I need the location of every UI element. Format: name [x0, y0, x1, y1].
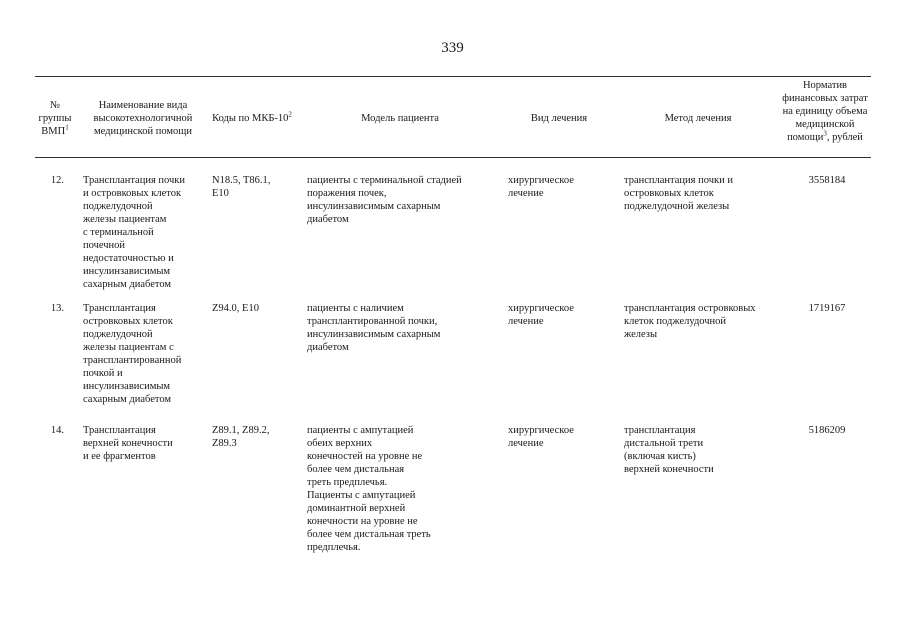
row-treatment-type: хирургическое лечение — [508, 175, 574, 199]
header-patient-model: Модель пациента — [361, 113, 439, 124]
row-number: 12. — [50, 175, 64, 186]
table-header-rule — [35, 157, 871, 158]
header-treatment-type: Вид лечения — [530, 113, 588, 124]
row-cost: 1719167 — [808, 303, 846, 314]
row-codes: Z94.0, E10 — [212, 303, 259, 314]
row-treatment-type: хирургическое лечение — [508, 425, 574, 449]
table-top-rule — [35, 76, 871, 77]
row-cost: 5186209 — [808, 425, 846, 436]
row-name: Трансплантация островковых клеток поджелудочной железы пациентам с трансплантированной почкой и инсулинзависимым сахарным диабетом — [83, 303, 182, 405]
row-codes: N18.5, T86.1, E10 — [212, 175, 271, 199]
row-name: Трансплантация почки и островковых клеток поджелудочной железы пациентам с терминальной почечной недостаточностью и инсулинзависимым сахарным диабетом — [83, 175, 186, 290]
row-patient-model: пациенты с ампутацией обеих верхних конечностей на уровне не более чем дистальная треть предплечья. Пациенты с ампутацией доминантной верхней конечности на уровне не более чем дистальная треть предплечья. — [307, 425, 431, 553]
header-treatment-method: Метод лечения — [664, 113, 732, 124]
header-icd-codes: Коды по МКБ-$10^2$ — [212, 110, 292, 124]
page-number: 339 — [441, 40, 464, 56]
row-codes: Z89.1, Z89.2, Z89.3 — [212, 425, 270, 449]
row-patient-model: пациенты с наличием трансплантированной почки, инсулинзависимым сахарным диабетом — [307, 303, 441, 353]
row-treatment-method: трансплантация почки и островковых клеток поджелудочной железы — [624, 175, 733, 212]
row-cost: 3558184 — [808, 175, 846, 186]
row-treatment-method: трансплантация дистальной трети (включая кисть) верхней конечности — [624, 425, 714, 475]
header-group-no: № группы ВМП$^1$ — [38, 100, 72, 137]
row-number: 13. — [50, 303, 64, 314]
row-name: Трансплантация верхней конечности и ее фрагментов — [83, 425, 173, 462]
row-number: 14. — [50, 425, 64, 436]
row-treatment-method: трансплантация островковых клеток поджелудочной железы — [624, 303, 756, 340]
row-treatment-type: хирургическое лечение — [508, 303, 574, 327]
row-patient-model: пациенты с терминальной стадией поражения почек, инсулинзависимым сахарным диабетом — [307, 175, 462, 225]
header-cost-standard: Норматив финансовых затрат на единицу объема медицинской помощи$^3$, рублей — [782, 80, 868, 143]
header-name: Наименование вида высокотехнологичной медицинской помощи — [93, 100, 193, 137]
